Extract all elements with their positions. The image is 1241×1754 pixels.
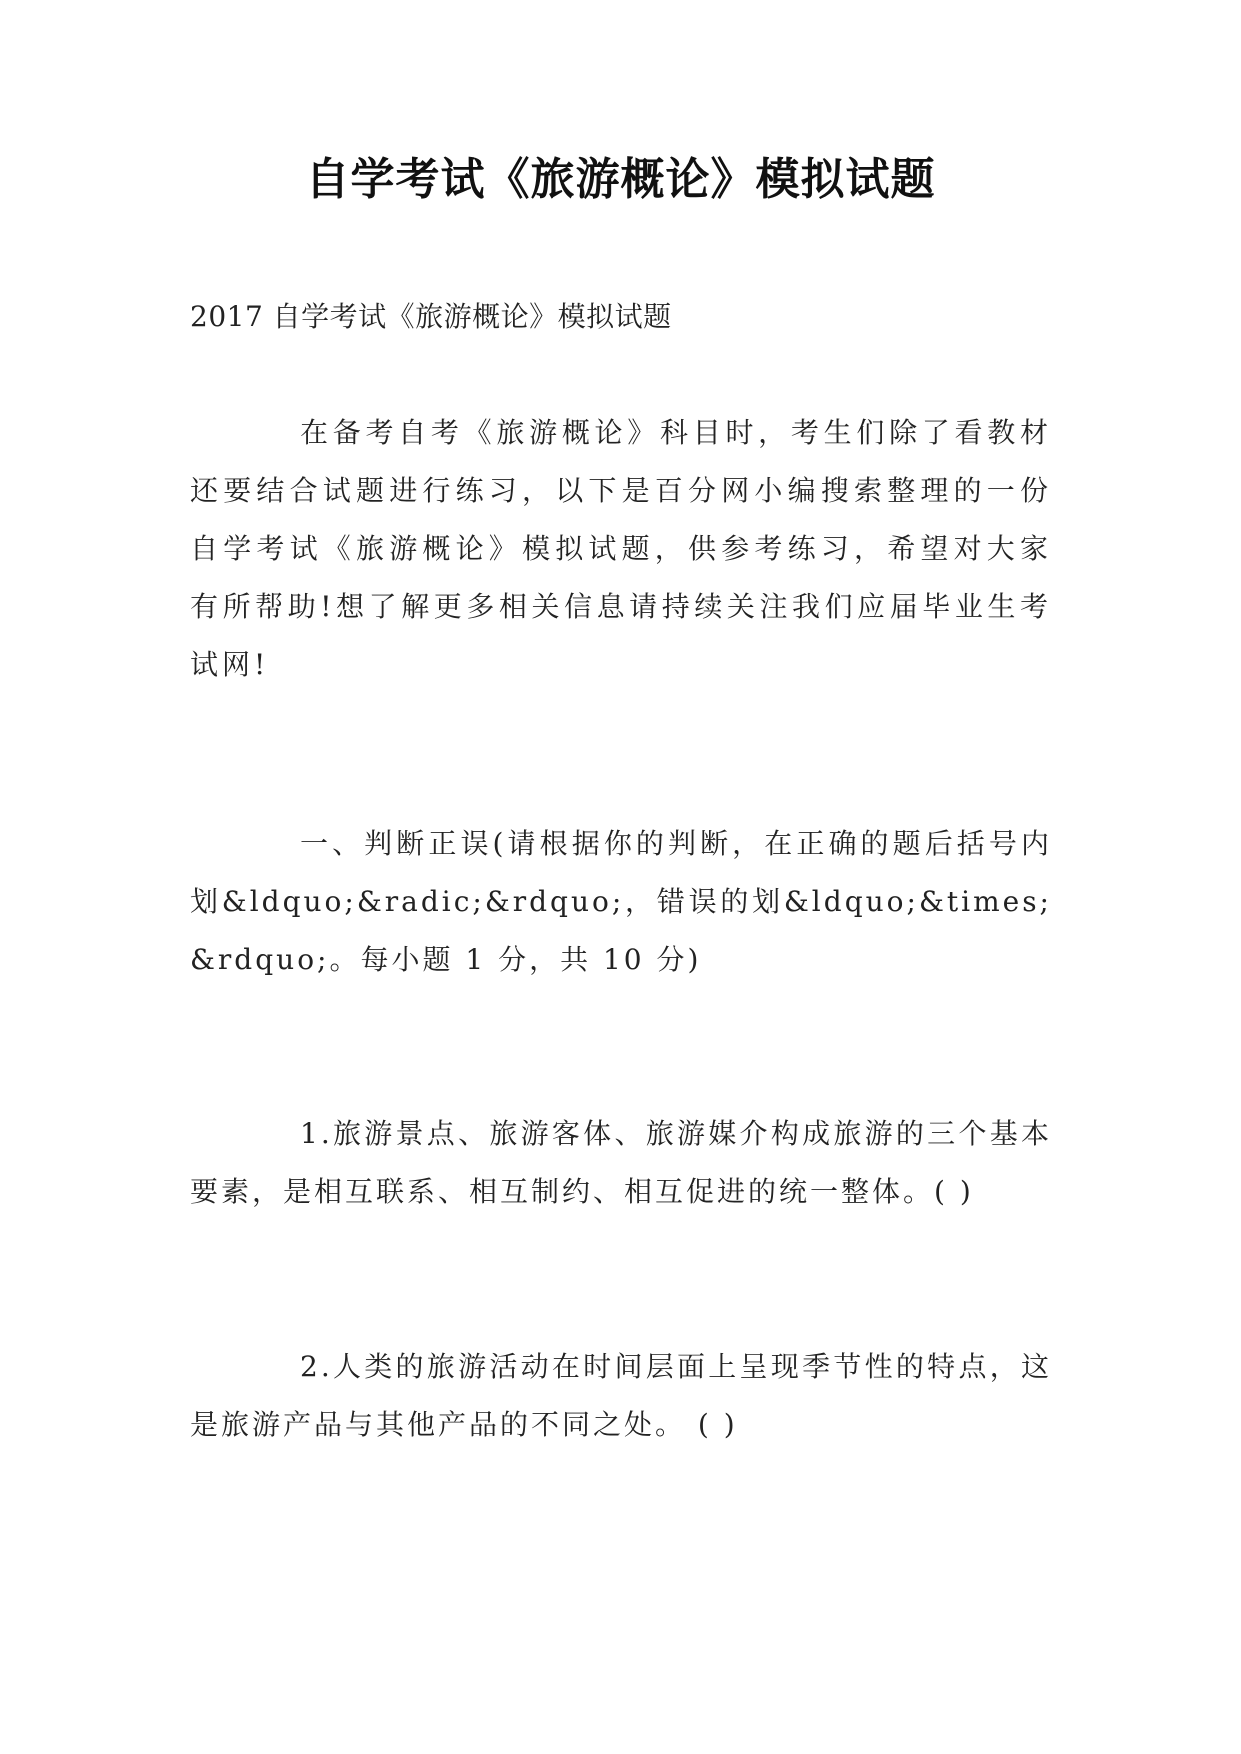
intro-paragraph: 在备考自考《旅游概论》科目时，考生们除了看教材还要结合试题进行练习，以下是百分网小编搜索整理的一份自学考试《旅游概论》模拟试题，供参考练习，希望对大家有所帮助!想了解更多相关信息请持续关注我们应届毕业生考试网! [190, 416, 1052, 681]
question-item: 2.人类的旅游活动在时间层面上呈现季节性的特点，这是旅游产品与其他产品的不同之处。 ( ) [190, 1350, 1052, 1441]
question-item: 1.旅游景点、旅游客体、旅游媒介构成旅游的三个基本要素，是相互联系、相互制约、相互促进的统一整体。( ) [190, 1117, 1052, 1208]
document-subtitle: 2017 自学考试《旅游概论》模拟试题 [190, 300, 672, 333]
document-title: 自学考试《旅游概论》模拟试题 [305, 154, 936, 205]
section-heading: 一、判断正误(请根据你的判断，在正确的题后括号内划&ldquo;&radic;&rdquo;，错误的划&ldquo;&times;&rdquo;。每小题 1 分，共 10 分) [190, 827, 1052, 976]
